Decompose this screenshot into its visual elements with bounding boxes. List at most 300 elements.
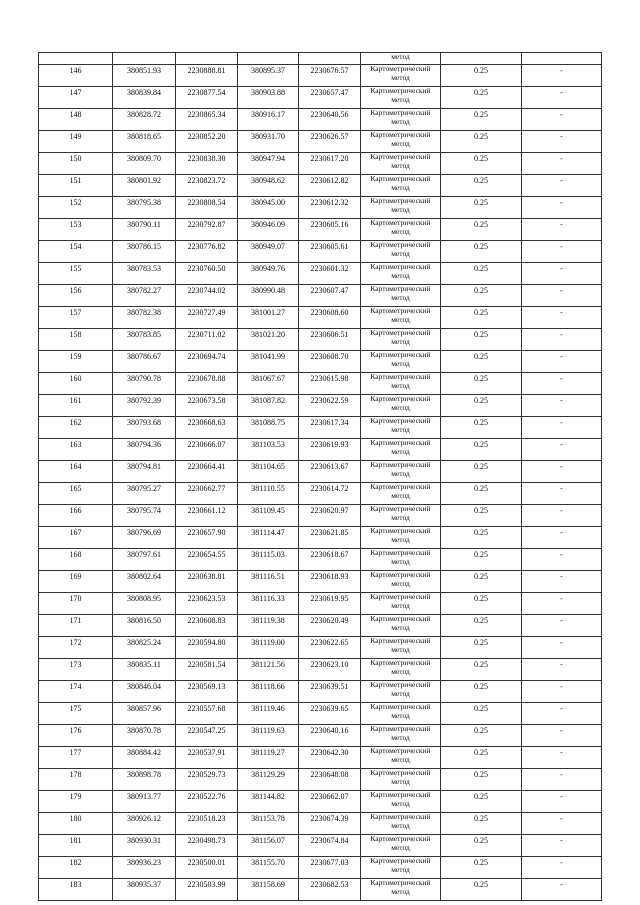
precision-cell: 0.25 bbox=[441, 879, 522, 901]
point-number-cell: 160 bbox=[39, 373, 113, 395]
y1-cell: 2230623.53 bbox=[176, 593, 238, 615]
method-cell: Картометрический метод bbox=[361, 813, 441, 835]
point-number-cell: 165 bbox=[39, 483, 113, 505]
y2-cell: 2230613.67 bbox=[299, 461, 361, 483]
y2-cell: 2230605.61 bbox=[299, 241, 361, 263]
method-cell: Картометрический метод bbox=[361, 175, 441, 197]
precision-cell: 0.25 bbox=[441, 769, 522, 791]
x2-cell: 381001.27 bbox=[238, 307, 299, 329]
note-cell: - bbox=[522, 637, 602, 659]
note-cell: - bbox=[522, 307, 602, 329]
table-row bbox=[39, 593, 602, 615]
precision-cell: 0.25 bbox=[441, 615, 522, 637]
table-cell bbox=[238, 53, 299, 65]
y2-cell: 2230648.08 bbox=[299, 769, 361, 791]
note-cell: - bbox=[522, 131, 602, 153]
x2-cell: 380990.48 bbox=[238, 285, 299, 307]
method-cell: Картометрический метод bbox=[361, 791, 441, 813]
x1-cell: 380816.50 bbox=[113, 615, 176, 637]
method-cell: Картометрический метод bbox=[361, 65, 441, 87]
note-cell: - bbox=[522, 241, 602, 263]
y1-cell: 2230877.54 bbox=[176, 87, 238, 109]
y1-cell: 2230694.74 bbox=[176, 351, 238, 373]
note-cell: - bbox=[522, 747, 602, 769]
x1-cell: 380796.69 bbox=[113, 527, 176, 549]
table-row bbox=[39, 307, 602, 329]
x1-cell: 380835.11 bbox=[113, 659, 176, 681]
table-row bbox=[39, 263, 602, 285]
note-cell: - bbox=[522, 483, 602, 505]
table-row bbox=[39, 725, 602, 747]
table-row bbox=[39, 813, 602, 835]
x2-cell: 381115.03 bbox=[238, 549, 299, 571]
precision-cell: 0.25 bbox=[441, 241, 522, 263]
note-cell: - bbox=[522, 681, 602, 703]
method-cell: Картометрический метод bbox=[361, 373, 441, 395]
precision-cell: 0.25 bbox=[441, 109, 522, 131]
continuation-row bbox=[39, 53, 602, 65]
precision-cell: 0.25 bbox=[441, 593, 522, 615]
y2-cell: 2230620.49 bbox=[299, 615, 361, 637]
y2-cell: 2230619.93 bbox=[299, 439, 361, 461]
x1-cell: 380851.93 bbox=[113, 65, 176, 87]
y2-cell: 2230662.07 bbox=[299, 791, 361, 813]
x1-cell: 380846.04 bbox=[113, 681, 176, 703]
y1-cell: 2230498.73 bbox=[176, 835, 238, 857]
y2-cell: 2230617.20 bbox=[299, 153, 361, 175]
y1-cell: 2230638.81 bbox=[176, 571, 238, 593]
note-cell: - bbox=[522, 549, 602, 571]
note-cell: - bbox=[522, 593, 602, 615]
table-row bbox=[39, 219, 602, 241]
x2-cell: 381119.00 bbox=[238, 637, 299, 659]
method-cell: Картометрический метод bbox=[361, 879, 441, 901]
y2-cell: 2230608.70 bbox=[299, 351, 361, 373]
point-number-cell: 174 bbox=[39, 681, 113, 703]
precision-cell: 0.25 bbox=[441, 571, 522, 593]
point-number-cell: 147 bbox=[39, 87, 113, 109]
y2-cell: 2230622.65 bbox=[299, 637, 361, 659]
note-cell: - bbox=[522, 153, 602, 175]
x1-cell: 380801.92 bbox=[113, 175, 176, 197]
note-cell: - bbox=[522, 395, 602, 417]
x1-cell: 380782.27 bbox=[113, 285, 176, 307]
x1-cell: 380795.27 bbox=[113, 483, 176, 505]
precision-cell: 0.25 bbox=[441, 813, 522, 835]
y2-cell: 2230676.57 bbox=[299, 65, 361, 87]
point-number-cell: 162 bbox=[39, 417, 113, 439]
precision-cell: 0.25 bbox=[441, 373, 522, 395]
x2-cell: 381118.66 bbox=[238, 681, 299, 703]
x2-cell: 381129.29 bbox=[238, 769, 299, 791]
table-row bbox=[39, 549, 602, 571]
x2-cell: 381119.46 bbox=[238, 703, 299, 725]
precision-cell: 0.25 bbox=[441, 417, 522, 439]
x2-cell: 381116.33 bbox=[238, 593, 299, 615]
note-cell: - bbox=[522, 461, 602, 483]
point-number-cell: 180 bbox=[39, 813, 113, 835]
y2-cell: 2230608.60 bbox=[299, 307, 361, 329]
table-row bbox=[39, 527, 602, 549]
y1-cell: 2230727.49 bbox=[176, 307, 238, 329]
method-cell: Картометрический метод bbox=[361, 153, 441, 175]
x1-cell: 380870.78 bbox=[113, 725, 176, 747]
x2-cell: 381114.47 bbox=[238, 527, 299, 549]
table-row bbox=[39, 703, 602, 725]
method-cell: Картометрический метод bbox=[361, 109, 441, 131]
x1-cell: 380808.95 bbox=[113, 593, 176, 615]
point-number-cell: 158 bbox=[39, 329, 113, 351]
table-row bbox=[39, 417, 602, 439]
x1-cell: 380797.61 bbox=[113, 549, 176, 571]
x2-cell: 381153.78 bbox=[238, 813, 299, 835]
table-row bbox=[39, 109, 602, 131]
table-row bbox=[39, 351, 602, 373]
table-row bbox=[39, 285, 602, 307]
method-cell: Картометрический метод bbox=[361, 571, 441, 593]
table-row bbox=[39, 131, 602, 153]
x2-cell: 381119.38 bbox=[238, 615, 299, 637]
point-number-cell: 150 bbox=[39, 153, 113, 175]
x2-cell: 380903.88 bbox=[238, 87, 299, 109]
x2-cell: 381116.51 bbox=[238, 571, 299, 593]
precision-cell: 0.25 bbox=[441, 747, 522, 769]
precision-cell: 0.25 bbox=[441, 153, 522, 175]
table-row bbox=[39, 835, 602, 857]
table-row bbox=[39, 65, 602, 87]
precision-cell: 0.25 bbox=[441, 87, 522, 109]
y2-cell: 2230615.98 bbox=[299, 373, 361, 395]
point-number-cell: 181 bbox=[39, 835, 113, 857]
method-cell: Картометрический метод bbox=[361, 769, 441, 791]
point-number-cell: 154 bbox=[39, 241, 113, 263]
method-cell: Картометрический метод bbox=[361, 197, 441, 219]
method-cell: Картометрический метод bbox=[361, 835, 441, 857]
precision-cell: 0.25 bbox=[441, 131, 522, 153]
y1-cell: 2230760.50 bbox=[176, 263, 238, 285]
note-cell: - bbox=[522, 659, 602, 681]
table-row bbox=[39, 87, 602, 109]
precision-cell: 0.25 bbox=[441, 197, 522, 219]
x1-cell: 380935.37 bbox=[113, 879, 176, 901]
point-number-cell: 172 bbox=[39, 637, 113, 659]
y1-cell: 2230808.54 bbox=[176, 197, 238, 219]
method-cell: Картометрический метод bbox=[361, 527, 441, 549]
x2-cell: 381119.63 bbox=[238, 725, 299, 747]
point-number-cell: 178 bbox=[39, 769, 113, 791]
table-row bbox=[39, 461, 602, 483]
point-number-cell: 157 bbox=[39, 307, 113, 329]
y1-cell: 2230547.25 bbox=[176, 725, 238, 747]
y1-cell: 2230744.02 bbox=[176, 285, 238, 307]
point-number-cell: 170 bbox=[39, 593, 113, 615]
precision-cell: 0.25 bbox=[441, 549, 522, 571]
precision-cell: 0.25 bbox=[441, 791, 522, 813]
y1-cell: 2230581.54 bbox=[176, 659, 238, 681]
method-cell: Картометрический метод bbox=[361, 87, 441, 109]
x1-cell: 380913.77 bbox=[113, 791, 176, 813]
precision-cell: 0.25 bbox=[441, 483, 522, 505]
table-row bbox=[39, 637, 602, 659]
precision-cell: 0.25 bbox=[441, 703, 522, 725]
x1-cell: 380786.67 bbox=[113, 351, 176, 373]
y1-cell: 2230664.41 bbox=[176, 461, 238, 483]
precision-cell: 0.25 bbox=[441, 725, 522, 747]
x1-cell: 380930.31 bbox=[113, 835, 176, 857]
precision-cell: 0.25 bbox=[441, 461, 522, 483]
method-cell: Картометрический метод bbox=[361, 131, 441, 153]
y2-cell: 2230626.57 bbox=[299, 131, 361, 153]
note-cell: - bbox=[522, 505, 602, 527]
x2-cell: 381155.70 bbox=[238, 857, 299, 879]
method-cell: Картометрический метод bbox=[361, 703, 441, 725]
x2-cell: 380947.94 bbox=[238, 153, 299, 175]
table-row bbox=[39, 747, 602, 769]
method-cell: Картометрический метод bbox=[361, 505, 441, 527]
table-row bbox=[39, 681, 602, 703]
note-cell: - bbox=[522, 285, 602, 307]
precision-cell: 0.25 bbox=[441, 307, 522, 329]
x2-cell: 380895.37 bbox=[238, 65, 299, 87]
point-number-cell: 159 bbox=[39, 351, 113, 373]
x2-cell: 381041.99 bbox=[238, 351, 299, 373]
y2-cell: 2230612.82 bbox=[299, 175, 361, 197]
point-number-cell: 168 bbox=[39, 549, 113, 571]
method-cell: Картометрический метод bbox=[361, 417, 441, 439]
precision-cell: 0.25 bbox=[441, 175, 522, 197]
y1-cell: 2230661.12 bbox=[176, 505, 238, 527]
note-cell: - bbox=[522, 879, 602, 901]
y1-cell: 2230569.13 bbox=[176, 681, 238, 703]
x1-cell: 380898.78 bbox=[113, 769, 176, 791]
point-number-cell: 149 bbox=[39, 131, 113, 153]
table-row bbox=[39, 439, 602, 461]
y1-cell: 2230776.82 bbox=[176, 241, 238, 263]
precision-cell: 0.25 bbox=[441, 835, 522, 857]
x1-cell: 380794.81 bbox=[113, 461, 176, 483]
point-number-cell: 177 bbox=[39, 747, 113, 769]
x2-cell: 381067.67 bbox=[238, 373, 299, 395]
precision-cell: 0.25 bbox=[441, 659, 522, 681]
table-row bbox=[39, 505, 602, 527]
y1-cell: 2230522.76 bbox=[176, 791, 238, 813]
table-row bbox=[39, 197, 602, 219]
note-cell: - bbox=[522, 329, 602, 351]
point-number-cell: 173 bbox=[39, 659, 113, 681]
y1-cell: 2230557.68 bbox=[176, 703, 238, 725]
x2-cell: 381109.45 bbox=[238, 505, 299, 527]
x1-cell: 380825.24 bbox=[113, 637, 176, 659]
y1-cell: 2230666.07 bbox=[176, 439, 238, 461]
table-row bbox=[39, 373, 602, 395]
x1-cell: 380795.74 bbox=[113, 505, 176, 527]
method-cell: Картометрический метод bbox=[361, 593, 441, 615]
point-number-cell: 148 bbox=[39, 109, 113, 131]
table-row bbox=[39, 791, 602, 813]
precision-cell: 0.25 bbox=[441, 263, 522, 285]
coordinates-table bbox=[38, 52, 602, 901]
point-number-cell: 153 bbox=[39, 219, 113, 241]
x2-cell: 381088.75 bbox=[238, 417, 299, 439]
y1-cell: 2230888.81 bbox=[176, 65, 238, 87]
x1-cell: 380783.85 bbox=[113, 329, 176, 351]
precision-cell: 0.25 bbox=[441, 857, 522, 879]
x1-cell: 380802.64 bbox=[113, 571, 176, 593]
y2-cell: 2230618.67 bbox=[299, 549, 361, 571]
x1-cell: 380795.38 bbox=[113, 197, 176, 219]
y2-cell: 2230621.85 bbox=[299, 527, 361, 549]
method-cell: Картометрический метод bbox=[361, 725, 441, 747]
table-body bbox=[39, 53, 602, 901]
x2-cell: 380916.17 bbox=[238, 109, 299, 131]
x1-cell: 380793.68 bbox=[113, 417, 176, 439]
y2-cell: 2230612.32 bbox=[299, 197, 361, 219]
x2-cell: 381144.82 bbox=[238, 791, 299, 813]
y1-cell: 2230529.73 bbox=[176, 769, 238, 791]
y1-cell: 2230823.72 bbox=[176, 175, 238, 197]
y1-cell: 2230662.77 bbox=[176, 483, 238, 505]
note-cell: - bbox=[522, 571, 602, 593]
x1-cell: 380936.23 bbox=[113, 857, 176, 879]
y1-cell: 2230711.02 bbox=[176, 329, 238, 351]
method-cell: Картометрический метод bbox=[361, 857, 441, 879]
method-cell: Картометрический метод bbox=[361, 285, 441, 307]
point-number-cell: 182 bbox=[39, 857, 113, 879]
method-cell: Картометрический метод bbox=[361, 439, 441, 461]
y1-cell: 2230608.83 bbox=[176, 615, 238, 637]
precision-cell: 0.25 bbox=[441, 219, 522, 241]
table-row bbox=[39, 329, 602, 351]
note-cell: - bbox=[522, 87, 602, 109]
note-cell: - bbox=[522, 857, 602, 879]
precision-cell: 0.25 bbox=[441, 527, 522, 549]
precision-cell: 0.25 bbox=[441, 681, 522, 703]
precision-cell: 0.25 bbox=[441, 329, 522, 351]
table-row bbox=[39, 769, 602, 791]
y2-cell: 2230618.93 bbox=[299, 571, 361, 593]
note-cell: - bbox=[522, 373, 602, 395]
point-number-cell: 156 bbox=[39, 285, 113, 307]
note-cell: - bbox=[522, 109, 602, 131]
table-cell bbox=[441, 53, 522, 65]
point-number-cell: 151 bbox=[39, 175, 113, 197]
y2-cell: 2230640.16 bbox=[299, 725, 361, 747]
x1-cell: 380786.15 bbox=[113, 241, 176, 263]
table-row bbox=[39, 857, 602, 879]
table-row bbox=[39, 241, 602, 263]
method-cell: Картометрический метод bbox=[361, 615, 441, 637]
point-number-cell: 166 bbox=[39, 505, 113, 527]
method-cell: метод bbox=[361, 53, 441, 65]
y2-cell: 2230639.65 bbox=[299, 703, 361, 725]
precision-cell: 0.25 bbox=[441, 439, 522, 461]
y1-cell: 2230657.90 bbox=[176, 527, 238, 549]
y2-cell: 2230601.32 bbox=[299, 263, 361, 285]
note-cell: - bbox=[522, 197, 602, 219]
point-number-cell: 164 bbox=[39, 461, 113, 483]
note-cell: - bbox=[522, 263, 602, 285]
point-number-cell: 176 bbox=[39, 725, 113, 747]
table-row bbox=[39, 879, 602, 901]
table-row bbox=[39, 175, 602, 197]
x2-cell: 380931.70 bbox=[238, 131, 299, 153]
x2-cell: 381021.20 bbox=[238, 329, 299, 351]
table-row bbox=[39, 395, 602, 417]
y1-cell: 2230668.63 bbox=[176, 417, 238, 439]
table-cell bbox=[176, 53, 238, 65]
x2-cell: 380949.76 bbox=[238, 263, 299, 285]
y1-cell: 2230865.34 bbox=[176, 109, 238, 131]
method-cell: Картометрический метод bbox=[361, 219, 441, 241]
method-cell: Картометрический метод bbox=[361, 747, 441, 769]
y1-cell: 2230594.80 bbox=[176, 637, 238, 659]
point-number-cell: 171 bbox=[39, 615, 113, 637]
precision-cell: 0.25 bbox=[441, 65, 522, 87]
note-cell: - bbox=[522, 725, 602, 747]
x1-cell: 380792.39 bbox=[113, 395, 176, 417]
method-cell: Картометрический метод bbox=[361, 307, 441, 329]
note-cell: - bbox=[522, 351, 602, 373]
note-cell: - bbox=[522, 219, 602, 241]
method-cell: Картометрический метод bbox=[361, 241, 441, 263]
x1-cell: 380884.42 bbox=[113, 747, 176, 769]
point-number-cell: 169 bbox=[39, 571, 113, 593]
method-cell: Картометрический метод bbox=[361, 549, 441, 571]
point-number-cell: 155 bbox=[39, 263, 113, 285]
method-cell: Картометрический метод bbox=[361, 329, 441, 351]
x2-cell: 381087.82 bbox=[238, 395, 299, 417]
point-number-cell: 183 bbox=[39, 879, 113, 901]
x1-cell: 380790.78 bbox=[113, 373, 176, 395]
table-row bbox=[39, 659, 602, 681]
x2-cell: 380946.09 bbox=[238, 219, 299, 241]
y2-cell: 2230682.53 bbox=[299, 879, 361, 901]
x2-cell: 380945.00 bbox=[238, 197, 299, 219]
x1-cell: 380818.65 bbox=[113, 131, 176, 153]
point-number-cell: 163 bbox=[39, 439, 113, 461]
x2-cell: 381119.27 bbox=[238, 747, 299, 769]
y1-cell: 2230678.88 bbox=[176, 373, 238, 395]
y2-cell: 2230607.47 bbox=[299, 285, 361, 307]
precision-cell: 0.25 bbox=[441, 395, 522, 417]
x1-cell: 380782.38 bbox=[113, 307, 176, 329]
point-number-cell: 161 bbox=[39, 395, 113, 417]
x2-cell: 381121.56 bbox=[238, 659, 299, 681]
note-cell: - bbox=[522, 417, 602, 439]
point-number-cell: 175 bbox=[39, 703, 113, 725]
method-cell: Картометрический метод bbox=[361, 395, 441, 417]
method-cell: Картометрический метод bbox=[361, 681, 441, 703]
x1-cell: 380783.53 bbox=[113, 263, 176, 285]
y2-cell: 2230620.97 bbox=[299, 505, 361, 527]
note-cell: - bbox=[522, 527, 602, 549]
x1-cell: 380857.96 bbox=[113, 703, 176, 725]
y2-cell: 2230617.34 bbox=[299, 417, 361, 439]
y2-cell: 2230674.39 bbox=[299, 813, 361, 835]
precision-cell: 0.25 bbox=[441, 637, 522, 659]
note-cell: - bbox=[522, 835, 602, 857]
x1-cell: 380794.36 bbox=[113, 439, 176, 461]
table-cell bbox=[299, 53, 361, 65]
precision-cell: 0.25 bbox=[441, 351, 522, 373]
y1-cell: 2230518.23 bbox=[176, 813, 238, 835]
y2-cell: 2230605.16 bbox=[299, 219, 361, 241]
y2-cell: 2230623.10 bbox=[299, 659, 361, 681]
y2-cell: 2230677.03 bbox=[299, 857, 361, 879]
y2-cell: 2230622.59 bbox=[299, 395, 361, 417]
x2-cell: 381156.07 bbox=[238, 835, 299, 857]
y2-cell: 2230639.51 bbox=[299, 681, 361, 703]
